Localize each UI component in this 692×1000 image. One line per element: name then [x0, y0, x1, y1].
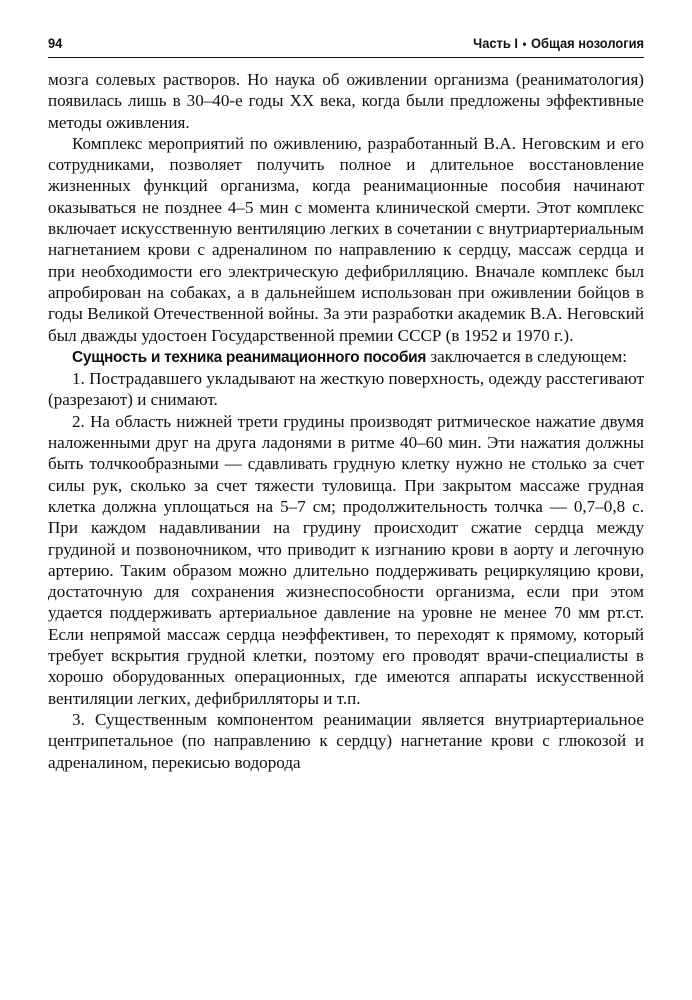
- lead-in-continuation: заключается в следующем:: [426, 346, 627, 366]
- part-label: Часть I: [473, 35, 518, 51]
- paragraph-technique-intro: [48, 346, 644, 368]
- section-title: Общая нозология: [530, 35, 645, 51]
- running-header: [48, 34, 644, 58]
- book-page: [48, 34, 644, 773]
- paragraph-step-1: 1. Пострадавшего укладывают на жесткую поверхность, одежду расстегивают (разрезают) и снимают.: [48, 369, 645, 410]
- paragraph-step-2: 2. На область нижней трети грудины производят ритмическое нажатие двумя наложенными друг на друга ладонями в ритме 40–60 мин. Эти нажатия должны быть толчкообразными — сдавливать грудную клетку нужно не столько за счет силы рук, сколько за счет тяжести туловища. При закрытом массаже грудная клетка должна уплощаться на 5–7 см; продолжительность толчка — 0,7–0,8 с. При каждом надавливании на грудину происходит сжатие сердца между грудиной и позвоночником, что приводит к изгнанию крови в аорту и легочную артерию. Таким образом можно длительно поддерживать рециркуляцию крови, достаточную для сохранения жизнеспособности организма, если при этом удается поддерживать артериальное давление на уровне не менее 70 мм рт.ст. Если непрямой массаж сердца неэффективен, то переходят к прямому, который требует вскрытия грудной клетки, поэтому его проводят врачи-специалисты в хорошо оборудованных операционных, где имеются аппараты искусственной вентиляции легких, дефибрилляторы и т.п.: [48, 411, 644, 708]
- paragraph-negovsky-complex: Комплекс мероприятий по оживлению, разработанный В.А. Неговским и его сотрудниками, позволяет получить полное и длительное восстановление жизненных функций организма, когда реанимационные пособия начинают оказываться не позднее 4–5 мин с момента клинической смерти. Этот комплекс включает искусственную вентиляцию легких в сочетании с внутриартериальным нагнетанием крови с адреналином по направлению к сердцу, массаж сердца и при необходимости его электрическую дефибрилляцию. Вначале комплекс был апробирован на собаках, а в дальнейшем использован при оживлении бойцов в годы Великой Отечественной войны. За эти разработки академик В.А. Неговский был дважды удостоен Государственной премии СССР (в 1952 и 1970 г.).: [48, 133, 644, 345]
- page-number: 94: [48, 35, 63, 51]
- body-text: [48, 69, 644, 773]
- bold-lead-in: Сущность и техника реанимационного пособия: [72, 348, 427, 366]
- bullet-icon: •: [522, 37, 527, 51]
- paragraph-continuation: мозга солевых растворов. Но наука об оживлении организма (реаниматология) появилась лишь в 30–40-е годы XX века, когда были предложены эффективные методы оживления.: [48, 70, 644, 132]
- paragraph-step-3: 3. Существенным компонентом реанимации является внутриартериальное центрипетальное (по направлению к сердцу) нагнетание крови с глюкозой и адреналином, перекисью водорода: [48, 709, 644, 772]
- section-heading: [473, 34, 644, 53]
